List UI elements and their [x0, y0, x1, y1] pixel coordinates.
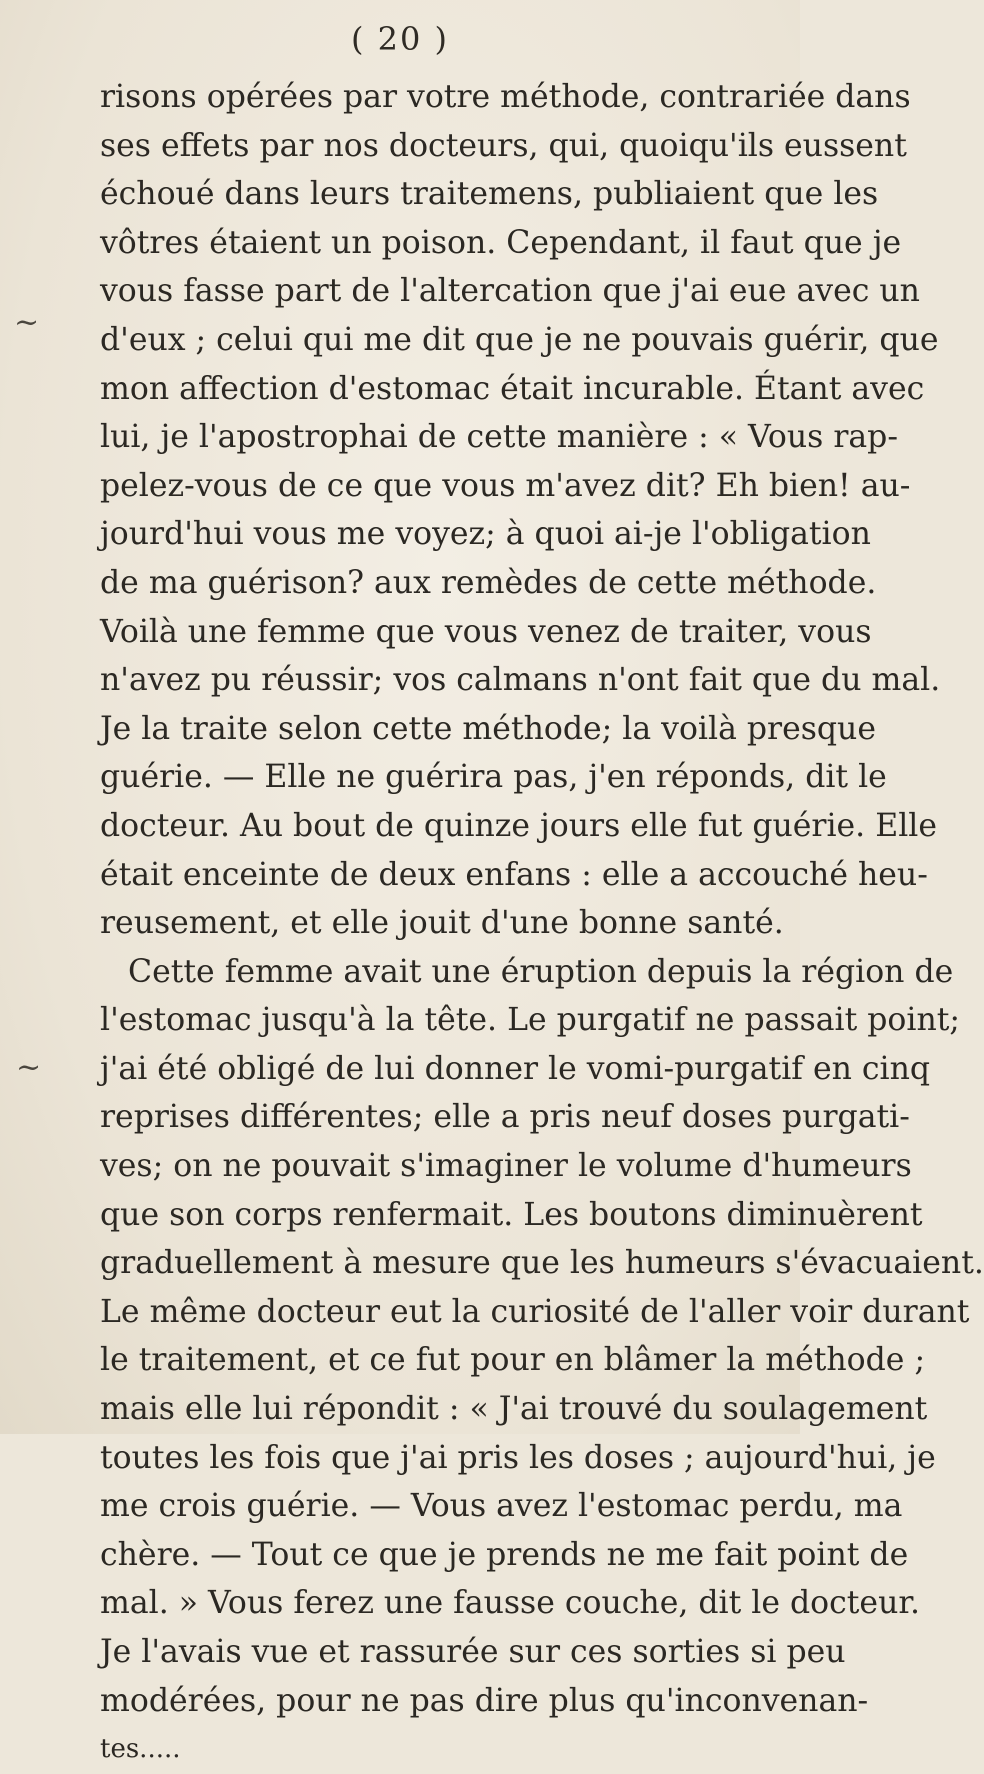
text-line: lui, je l'apostrophai de cette manière : « Vous rap-: [100, 419, 898, 456]
text-line: pelez-vous de ce que vous m'avez dit? Eh bien! au-: [100, 467, 911, 504]
text-line: vôtres étaient un poison. Cependant, il faut que je: [100, 224, 902, 261]
text-line: que son corps renfermait. Les boutons diminuèrent: [100, 1196, 923, 1233]
text-line: Voilà une femme que vous venez de traiter, vous: [100, 613, 872, 650]
text-line: n'avez pu réussir; vos calmans n'ont fait que du mal.: [100, 662, 941, 699]
text-line: Je l'avais vue et rassurée sur ces sorties si peu: [100, 1634, 846, 1670]
text-line: le traitement, et ce fut pour en blâmer la méthode ;: [100, 1342, 926, 1379]
text-line: ves; on ne pouvait s'imaginer le volume d'humeurs: [100, 1148, 912, 1185]
text-line: guérie. — Elle ne guérira pas, j'en réponds, dit le: [100, 759, 887, 796]
text-line: échoué dans leurs traitemens, publiaient que les: [100, 176, 879, 213]
text-line: chère. — Tout ce que je prends ne me fait point de: [100, 1536, 909, 1573]
paragraph-end-line: tes.....: [100, 1734, 181, 1765]
text-line: risons opérées par votre méthode, contrariée dans: [100, 79, 911, 115]
text-line: Le même docteur eut la curiosité de l'aller voir durant: [100, 1293, 970, 1330]
text-line: de ma guérison? aux remèdes de cette méthode.: [100, 564, 877, 601]
text-line: l'estomac jusqu'à la tête. Le purgatif ne passait point;: [100, 1002, 961, 1039]
text-line: d'eux ; celui qui me dit que je ne pouvais guérir, que: [100, 321, 939, 358]
text-line: reprises différentes; elle a pris neuf doses purgati-: [100, 1099, 910, 1136]
text-line: modérées, pour ne pas dire plus qu'inconvenan-: [100, 1682, 869, 1719]
text-line: toutes les fois que j'ai pris les doses ; aujourd'hui, je: [100, 1439, 936, 1476]
text-line: ses effets par nos docteurs, qui, quoiqu'ils eussent: [100, 127, 907, 164]
text-line: j'ai été obligé de lui donner le vomi-purgatif en cinq: [100, 1050, 931, 1087]
text-line: docteur. Au bout de quinze jours elle fut guérie. Elle: [100, 807, 937, 844]
text-line: vous fasse part de l'altercation que j'ai eue avec un: [100, 273, 920, 310]
page-number: ( 20 ): [350, 20, 450, 58]
text-line: Je la traite selon cette méthode; la voilà presque: [100, 710, 876, 747]
text-line: était enceinte de deux enfans : elle a accouché heu-: [100, 856, 928, 893]
margin-mark: ~: [14, 305, 40, 340]
text-line: graduellement à mesure que les humeurs s'évacuaient.: [100, 1245, 984, 1282]
paragraph-start-line: Cette femme avait une éruption depuis la région de: [128, 953, 954, 990]
text-line: jourd'hui vous me voyez; à quoi ai-je l'obligation: [100, 516, 871, 553]
margin-mark: ~: [16, 1050, 42, 1085]
body-text: [100, 73, 984, 1774]
text-line: mon affection d'estomac était incurable. Étant avec: [100, 370, 925, 407]
text-line: me crois guérie. — Vous avez l'estomac perdu, ma: [100, 1488, 903, 1525]
text-line: mais elle lui répondit : « J'ai trouvé du soulagement: [100, 1391, 928, 1428]
text-line: mal. » Vous ferez une fausse couche, dit le docteur.: [100, 1585, 920, 1622]
paragraph-end-line: reusement, et elle jouit d'une bonne santé.: [100, 905, 784, 942]
